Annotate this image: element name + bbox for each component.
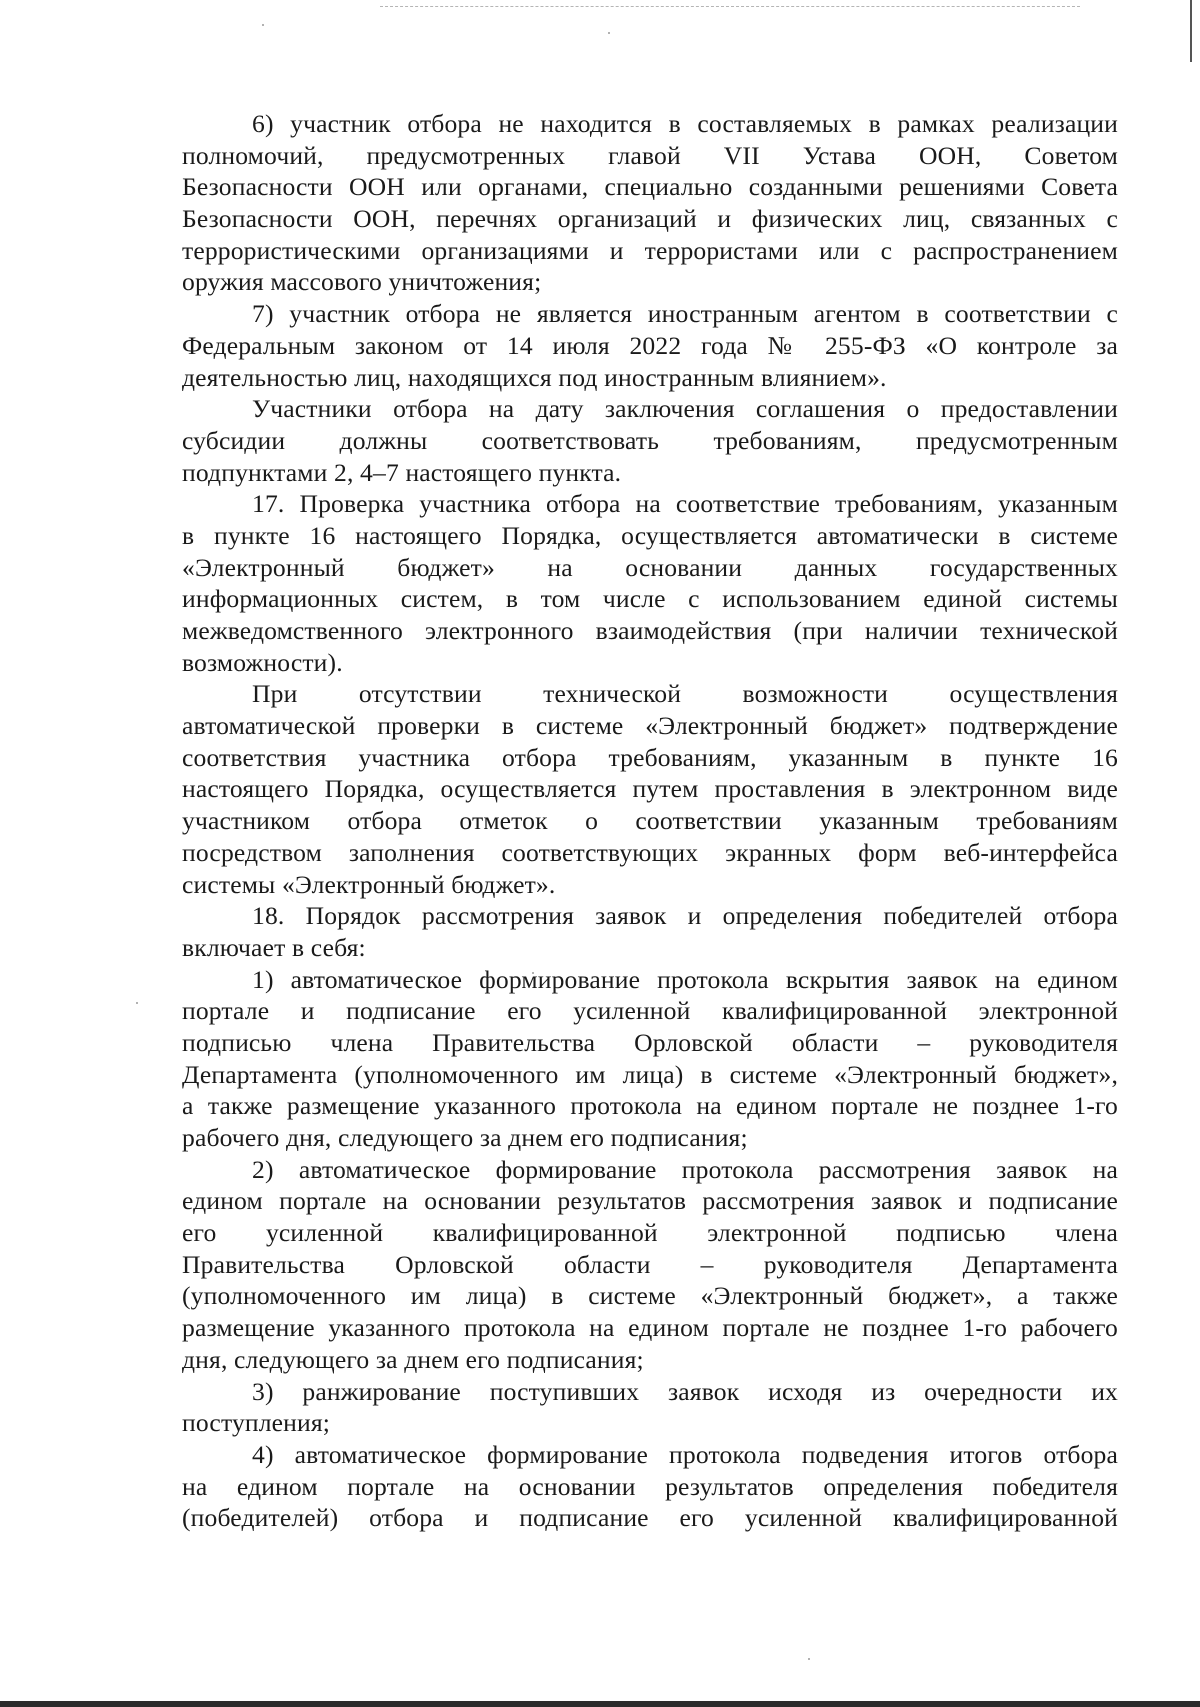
scan-speck	[808, 1658, 810, 1660]
text-line: Правительства Орловской области – руководителя Департамента	[182, 1249, 1118, 1279]
text-line: включает в себя:	[182, 932, 366, 962]
text-line: Безопасности ООН, перечнях организаций и физических лиц, связанных с	[182, 204, 1118, 234]
text-line: межведомственного электронного взаимодействия (при наличии технической	[182, 616, 1118, 645]
scan-top-edge-line	[380, 6, 1080, 7]
text-line: поступления;	[182, 1408, 331, 1438]
text-line: Департамента (уполномоченного им лица) в системе «Электронный бюджет»,	[182, 1059, 1118, 1089]
text-line: 3) ранжирование поступивших заявок исходя из очередности их	[252, 1376, 1118, 1406]
text-line: (уполномоченного им лица) в системе «Электронный бюджет», а также	[182, 1281, 1118, 1311]
text-line: автоматической проверки в системе «Электронный бюджет» подтверждение	[182, 711, 1118, 741]
paragraph-participants-requirements	[182, 393, 1118, 488]
text-line: полномочий, предусмотренных главой VII Устава ООН, Советом	[182, 140, 1118, 170]
text-line: 17. Проверка участника отбора на соответствие требованиям, указанным	[252, 489, 1118, 519]
text-line: размещение указанного протокола на едином портале не позднее 1-го рабочего	[182, 1313, 1118, 1343]
text-line: 6) участник отбора не находится в составляемых в рамках реализации	[252, 109, 1118, 138]
text-line: в пункте 16 настоящего Порядка, осуществляется автоматически в системе	[182, 520, 1118, 550]
text-line: 2) автоматическое формирование протокола рассмотрения заявок на	[252, 1154, 1118, 1184]
text-line: подпунктами 2, 4–7 настоящего пункта.	[182, 457, 622, 487]
text-line: подписью члена Правительства Орловской области – руководителя	[182, 1027, 1118, 1057]
paragraph-7-foreign-agent	[182, 298, 1118, 393]
text-line: При отсутствии технической возможности осуществления	[252, 679, 1118, 709]
text-line: «Электронный бюджет» на основании данных государственных	[182, 552, 1118, 582]
text-line: посредством заполнения соответствующих экранных форм веб-интерфейса	[182, 837, 1118, 867]
scan-speck	[136, 1002, 138, 1004]
paragraph-18-4-results-protocol	[182, 1439, 1118, 1534]
text-line: информационных систем, в том числе с использованием единой системы	[182, 584, 1118, 614]
text-line: а также размещение указанного протокола на едином портале не позднее 1-го	[182, 1091, 1118, 1121]
text-line: деятельностью лиц, находящихся под иностранным влиянием».	[182, 362, 887, 392]
text-line: настоящего Порядка, осуществляется путем проставления в электронном виде	[182, 774, 1118, 804]
text-line: террористическими организациями и террористами или с распространением	[182, 235, 1118, 265]
paragraph-manual-confirmation	[182, 678, 1118, 900]
text-line: Участники отбора на дату заключения соглашения о предоставлении	[252, 394, 1118, 424]
paragraph-17-verification	[182, 488, 1118, 678]
paragraph-6-un-sanctions	[182, 108, 1118, 298]
paragraph-18-review-procedure	[182, 900, 1118, 963]
text-line: 18. Порядок рассмотрения заявок и определения победителей отбора	[252, 901, 1118, 931]
text-line: оружия массового уничтожения;	[182, 267, 542, 297]
text-line: дня, следующего за днем его подписания;	[182, 1344, 644, 1374]
text-line: рабочего дня, следующего за днем его подписания;	[182, 1123, 748, 1152]
scan-speck	[262, 24, 264, 26]
text-line: субсидии должны соответствовать требованиям, предусмотренным	[182, 425, 1118, 455]
text-line: соответствия участника отбора требованиям, указанным в пункте 16	[182, 742, 1118, 772]
scan-speck	[608, 32, 610, 34]
text-line: Безопасности ООН или органами, специально созданными решениями Совета	[182, 172, 1118, 202]
text-line: его усиленной квалифицированной электронной подписью члена	[182, 1218, 1118, 1248]
text-line: возможности).	[182, 647, 343, 677]
text-line: (победителей) отбора и подписание его усиленной квалифицированной	[182, 1503, 1118, 1533]
text-line: на едином портале на основании результатов определения победителя	[182, 1471, 1118, 1501]
scan-right-edge-mark	[1190, 0, 1192, 62]
text-line: 4) автоматическое формирование протокола подведения итогов отбора	[252, 1439, 1118, 1469]
text-line: 7) участник отбора не является иностранным агентом в соответствии с	[252, 299, 1118, 329]
paragraph-18-3-ranking	[182, 1376, 1118, 1439]
text-line: Федеральным законом от 14 июля 2022 года № 255-ФЗ «О контроле за	[182, 330, 1118, 360]
text-line: едином портале на основании результатов рассмотрения заявок и подписание	[182, 1186, 1118, 1216]
text-line: системы «Электронный бюджет».	[182, 869, 556, 899]
paragraph-18-1-opening-protocol	[182, 964, 1118, 1154]
scan-bottom-edge-band	[0, 1701, 1200, 1707]
text-line: 1) автоматическое формирование протокола вскрытия заявок на едином	[252, 964, 1118, 994]
paragraph-18-2-review-protocol	[182, 1154, 1118, 1376]
document-page	[182, 108, 1118, 1534]
text-line: портале и подписание его усиленной квалифицированной электронной	[182, 996, 1118, 1026]
text-line: участником отбора отметок о соответствии указанным требованиям	[182, 806, 1118, 836]
